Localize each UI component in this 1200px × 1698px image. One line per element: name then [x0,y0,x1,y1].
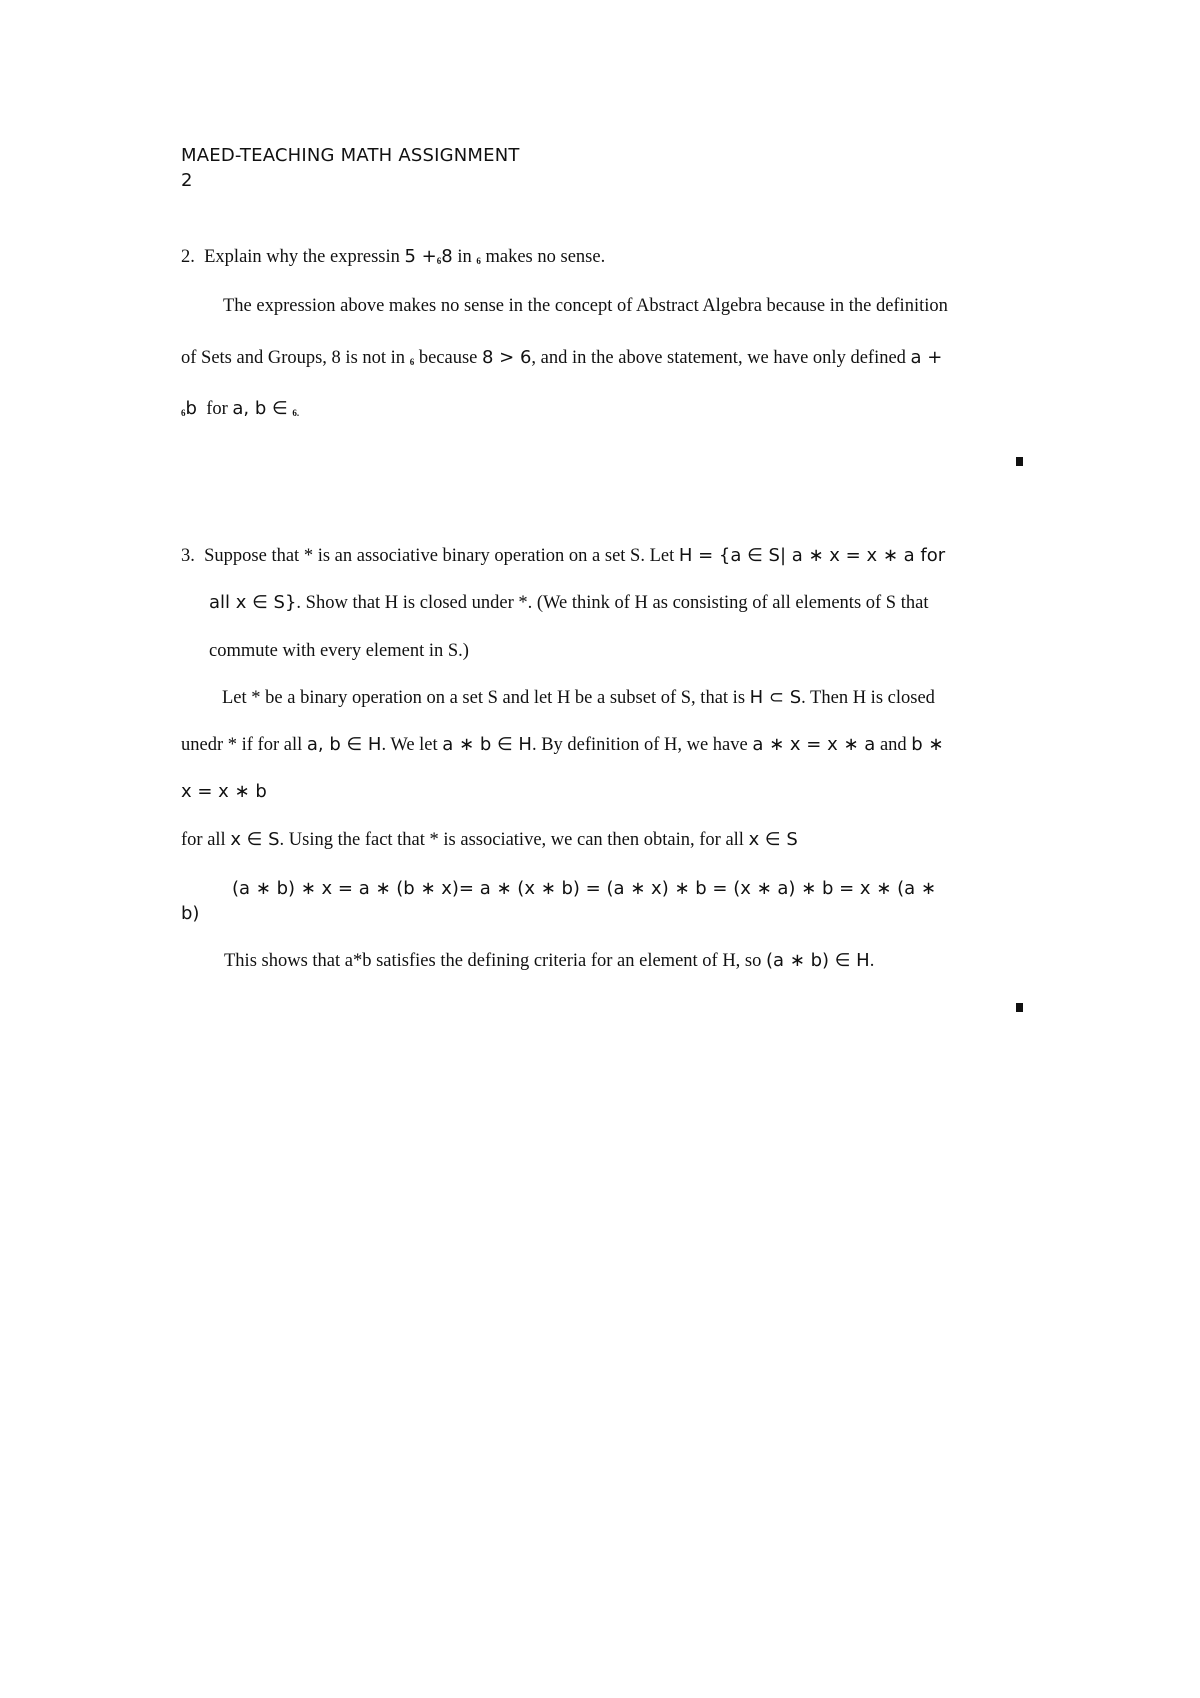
q3-answer-line-2 [181,736,1027,755]
q3-question-line-2 [209,594,1027,613]
q3-equation-line-1: (a ∗ b) ∗ x = a ∗ (b ∗ x)= a ∗ (x ∗ b) = (a ∗ x) ∗ b = (x ∗ a) ∗ b = x ∗ (a ∗ [232,878,936,899]
q3-set-definition: H = {a ∈ S| a ∗ x = x ∗ a for [678,545,946,566]
q2-subscript: 6 [436,256,442,266]
q2-answer-because: because [418,348,478,368]
q3-commute-b-expr-end: x = x ∗ b [181,781,267,802]
q3-forall-expr: x ∈ S [230,829,280,850]
q3-set-definition-end: all x ∈ S} [209,592,297,613]
q3-answer-unedr: unedr * if for all [181,735,303,755]
q2-answer-membership: a, b ∈ [232,398,288,419]
q3-product-expr: a ∗ b ∈ H [442,734,532,755]
q3-subset-expr: H ⊂ S [749,687,802,708]
header-page-number: 2 [181,170,193,191]
q3-prompt-text: Suppose that * is an associative binary operation on a set S. Let [204,546,675,566]
q3-answer-using: . Using the fact that * is associative, we can then obtain, for all [279,830,744,850]
q2-answer-subscript: 6 [409,357,415,367]
q3-conclusion-period: . [869,951,875,971]
q2-answer-continued: , and in the above statement, we have only defined [531,348,906,368]
q3-answer-forall: for all [181,830,226,850]
q3-equation-line-2: b) [181,903,200,924]
q3-number: 3. [181,546,195,566]
q3-conclusion [224,952,874,971]
q2-answer-line-2 [181,349,1031,368]
q3-forall-expr-2: x ∈ S [748,829,798,850]
q3-commute-b-expr: b ∗ [911,734,944,755]
q3-answer-line-1 [222,689,1028,708]
q3-answer-line-4 [181,831,798,850]
q3-answer-and: and [879,735,907,755]
q2-answer-inequality: 8 > 6 [481,347,532,368]
q2-prompt-end: makes no sense. [485,247,606,267]
q2-answer-subscript-2: 6 [181,408,186,418]
q2-expression-b: 8 [441,246,453,267]
q2-answer-b: b [185,398,197,419]
q2-prompt-in: in [457,247,472,267]
q2-answer-text: of Sets and Groups, 8 is not in [181,348,406,368]
q2-subscript-2: 6 [476,256,481,266]
q2-qed-mark [1016,457,1023,466]
q3-answer-text-2: . Then H is closed [801,688,935,708]
q3-membership-expr: a, b ∈ H [306,734,382,755]
q3-answer-welet: . We let [381,735,438,755]
q3-answer-bydef: . By definition of H, we have [531,735,748,755]
q3-commute-a-expr: a ∗ x = x ∗ a [752,734,876,755]
q2-answer-line-1: The expression above makes no sense in the concept of Abstract Algebra because in the definition [223,296,948,316]
q3-prompt-text-2: . Show that H is closed under *. (We think of H as consisting of all elements of S that [296,593,929,613]
q3-answer-text: Let * be a binary operation on a set S and let H be a subset of S, that is [222,688,746,708]
q2-answer-operation: a + [910,347,943,368]
q2-answer-subscript-3: 6 [292,408,297,418]
q2-expression: 5 + [404,246,437,267]
q2-question [181,248,605,267]
q3-conclusion-expr: (a ∗ b) ∈ H [766,950,870,971]
q2-answer-for: for [206,399,228,419]
q2-number: 2. [181,247,195,267]
q3-question-line-3: commute with every element in S.) [209,641,469,661]
q2-prompt: Explain why the expressin [204,247,400,267]
q3-question-line-1 [181,547,1027,566]
header-title: MAED-TEACHING MATH ASSIGNMENT [181,145,520,166]
q2-answer-period: . [296,408,300,418]
q2-answer-line-3 [181,400,299,419]
q3-conclusion-text: This shows that a*b satisfies the defining criteria for an element of H, so [224,951,762,971]
q3-qed-mark [1016,1003,1023,1012]
